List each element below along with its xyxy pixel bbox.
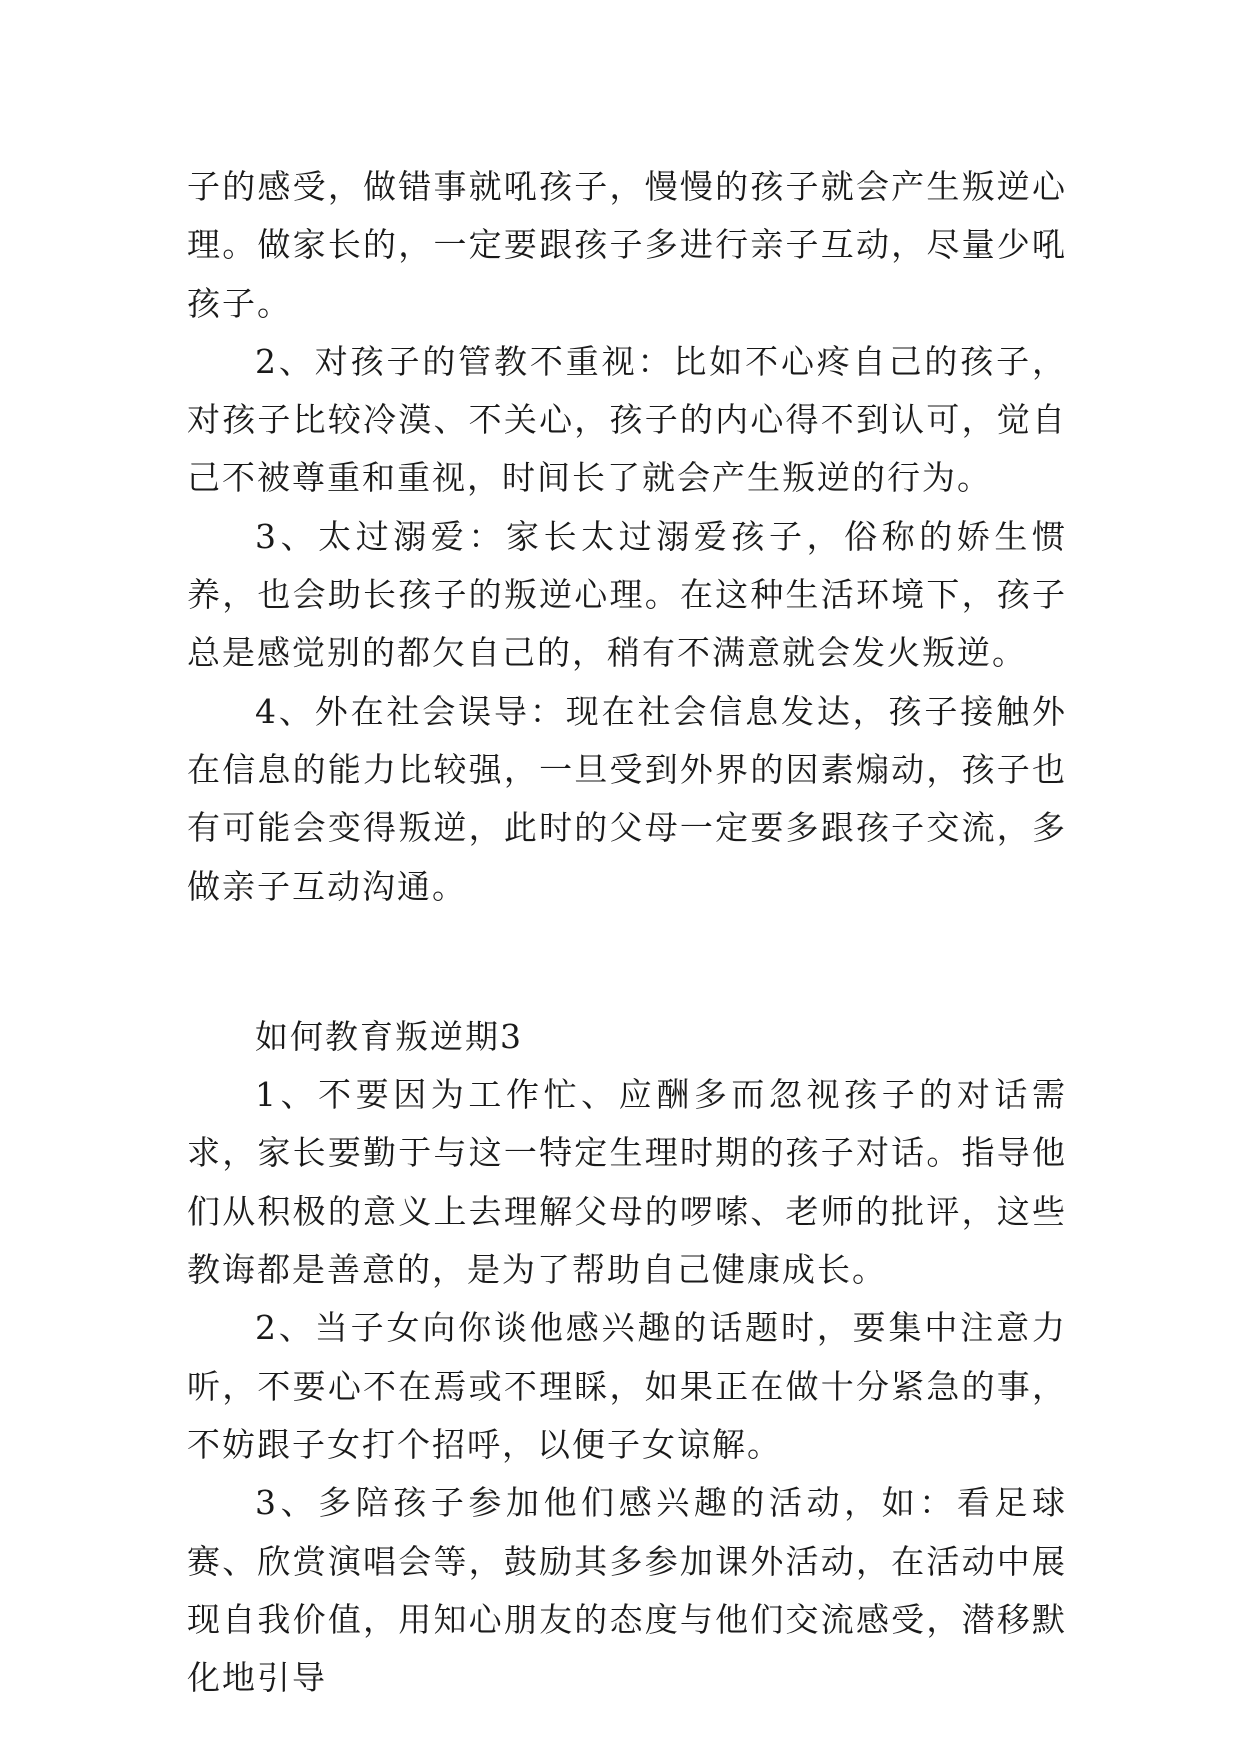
paragraph: 1、不要因为工作忙、应酬多而忽视孩子的对话需求，家长要勤于与这一特定生理时期的孩子对话。指导他们从积极的意义上去理解父母的啰嗦、老师的批评，这些教诲都是善意的，是为了帮助自己健康成长。 xyxy=(187,1075,1067,1290)
section-spacer xyxy=(187,916,1067,1008)
paragraph: 2、对孩子的管教不重视：比如不心疼自己的孩子，对孩子比较冷漠、不关心，孩子的内心得不到认可，觉自己不被尊重和重视，时间长了就会产生叛逆的行为。 xyxy=(187,341,1067,498)
paragraph: 子的感受，做错事就吼孩子，慢慢的孩子就会产生叛逆心理。做家长的，一定要跟孩子多进行亲子互动，尽量少吼孩子。 xyxy=(187,167,1067,323)
paragraph: 2、当子女向你谈他感兴趣的话题时，要集中注意力听，不要心不在焉或不理睬，如果正在做十分紧急的事，不妨跟子女打个招呼，以便子女谅解。 xyxy=(187,1308,1067,1464)
paragraph: 3、太过溺爱：家长太过溺爱孩子，俗称的娇生惯养，也会助长孩子的叛逆心理。在这种生活环境下，孩子总是感觉别的都欠自己的，稍有不满意就会发火叛逆。 xyxy=(187,516,1067,673)
paragraph: 4、外在社会误导：现在社会信息发达，孩子接触外在信息的能力比较强，一旦受到外界的因素煽动，孩子也有可能会变得叛逆，此时的父母一定要多跟孩子交流，多做亲子互动沟通。 xyxy=(187,691,1067,906)
paragraph: 3、多陪孩子参加他们感兴趣的活动，如：看足球赛、欣赏演唱会等，鼓励其多参加课外活动，在活动中展现自我价值，用知心朋友的态度与他们交流感受，潜移默化地引导 xyxy=(187,1483,1067,1698)
document-body xyxy=(187,158,1067,1707)
section-heading: 如何教育叛逆期3 xyxy=(255,1016,523,1056)
